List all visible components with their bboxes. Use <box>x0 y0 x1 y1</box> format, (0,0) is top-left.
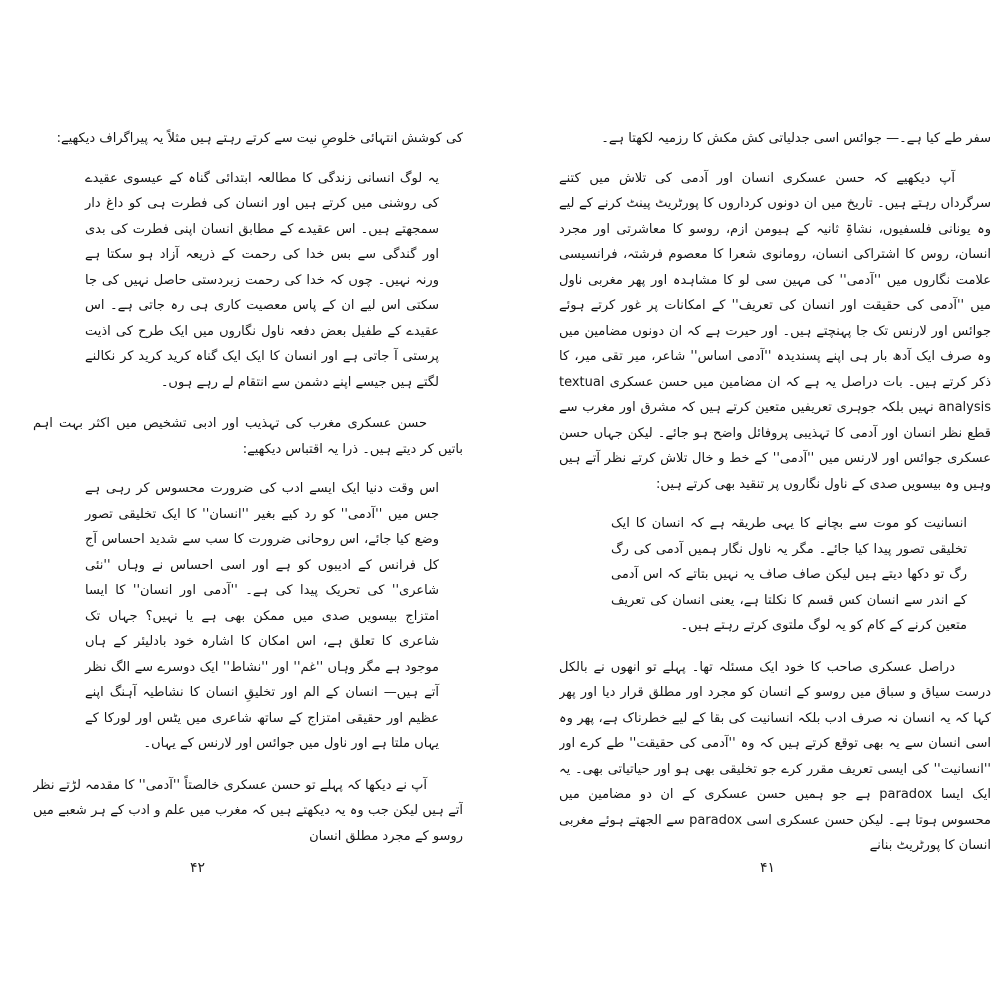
paragraph: آپ دیکھیے کہ حسن عسکری انسان اور آدمی کی تلاش میں کتنے سرگرداں رہتے ہیں۔ تاریخ میں ان دونوں کرداروں کا پورٹریٹ پینٹ کرنے کے لیے وہ یونانی فلسفیوں، نشاۃِ ثانیہ کے ہیومن ازم، روسو کا معاشرتی اور مجرد انسان، روس کا اشتراکی انسان، رومانوی شعرا کا معصوم فرشتہ، فرانسیسی علامت نگاروں میں ''آدمی'' کی مہین سی لو کا مشاہدہ اور پھر مغربی ناول میں ''آدمی کی حقیقت اور انسان کی تعریف'' کے امکانات پر غور کرتے ہوئے جوائس اور لارنس تک جا پہنچتے ہیں۔ اور حیرت ہے کہ ان دونوں مضامین میں وہ صرف ایک آدھ بار ہی اپنے پسندیدہ ''آدمی اساس'' شاعر، میر تقی میر، کا ذکر کرتے ہیں۔ بات دراصل یہ ہے کہ ان مضامین میں حسن عسکری textual analysis نہیں بلکہ جوہری تعریفیں متعین کرتے ہیں کہ مشرق اور مغرب سے قطع نظر انسان اور آدمی کا تہذیبی پروفائل واضح ہو جائے۔ لیکن جہاں حسن عسکری جوائس اور لارنس میں ''آدمی'' کے خط و خال تلاش کرتے نظر آتے ہیں وہیں وہ بیسویں صدی کے ناول نگاروں پر تنقید بھی کرتے ہیں: <box>559 170 991 492</box>
paragraph: حسن عسکری مغرب کی تہذیب اور ادبی تشخیص میں اکثر بہت اہم باتیں کر دیتے ہیں۔ ذرا یہ اقتباس دیکھیے: <box>33 416 463 457</box>
paragraph-continuation: سفر طے کیا ہے۔— جوائس اسی جدلیاتی کش مکش کا رزمیہ لکھتا ہے۔ <box>601 131 991 146</box>
paragraph-continuation: کی کوشش انتہائی خلوصِ نیت سے کرتے رہتے ہیں مثلاً یہ پیراگراف دیکھیے: <box>56 131 463 146</box>
quote-block: یہ لوگ انسانی زندگی کا مطالعہ ابتدائی گناہ کے عیسوی عقیدے کی روشنی میں کرتے ہیں اور انسان کی فطرت ہی کو داغ دار سمجھتے ہیں۔ اس عقیدے کے مطابق انسان اپنی فطرت کی بدی اور گندگی سے بس خدا کی رحمت کے ذریعہ آزاد ہو سکتا ہے ورنہ نہیں۔ چوں کہ خدا کی رحمت زبردستی حاصل نہیں کی جا سکتی اس لیے ان کے پاس معصیت کاری ہی رہ جاتی ہے۔ اس عقیدے کے طفیل بعض دفعہ ناول نگاروں میں ایک طرح کی اذیت پرستی آ جاتی ہے اور انسان کا ایک ایک گناہ کرید کرید کر نکالنے لگتے ہیں جیسے اپنے دشمن سے انتقام لے رہے ہوں۔ <box>85 170 439 390</box>
page-number-right: ۴۱ <box>760 860 776 876</box>
paragraph: دراصل عسکری صاحب کا خود ایک مسئلہ تھا۔ پہلے تو انھوں نے بالکل درست سیاق و سباق میں روسو کے انسان کو مجرد اور مطلق قرار دیا اور پھر کہا کہ یہ انسان نہ صرف ادب بلکہ انسانیت کی بقا کے لیے خطرناک ہے، پھر وہ اسی انسان سے یہ بھی توقع کرتے ہیں کہ وہ ''آدمی کی حقیقت'' طے کرے اور ''انسانیت'' کی ایسی تعریف مقرر کرے جو تخلیقی بھی ہو اور حیاتیاتی بھی۔ یہ ایک ایسا paradox ہے جو ہمیں حسن عسکری کے ان دو مضامین میں محسوس ہوتا ہے۔ لیکن حسن عسکری اسی paradox سے الجھتے ہوئے مغربی انسان کا پورٹریٹ بنانے <box>559 659 991 853</box>
page-left <box>33 126 463 866</box>
page-right <box>559 126 991 866</box>
quote-block: اس وقت دنیا ایک ایسے ادب کی ضرورت محسوس کر رہی ہے جس میں ''آدمی'' کو رد کیے بغیر ''انسان'' کا ایک تخلیقی تصور وضع کیا جائے، اس روحانی ضرورت کا سب سے شدید احساس آج کل فرانس کے ادیبوں کو ہے اور اسی احساس نے وہاں ''نئی شاعری'' کی تحریک پیدا کی ہے۔ ''آدمی اور انسان'' کا ایسا امتزاج بیسویں صدی میں ممکن بھی ہے یا نہیں؟ جہاں تک شاعری کا تعلق ہے، اس امکان کا اشارہ خود بادلیئر کے ہاں موجود ہے مگر وہاں ''غم'' اور ''نشاط'' ایک دوسرے سے الگ نظر آتے ہیں— انسان کے الم اور تخلیقِ انسان کا نشاطیہ آہنگ اپنے عظیم اور حقیقی امتزاج کے ساتھ شاعری میں یٹس اور لورکا کے یہاں ملتا ہے اور ناول میں جوائس اور لارنس کے یہاں۔ <box>85 481 439 751</box>
paragraph: آپ نے دیکھا کہ پہلے تو حسن عسکری خالصتاً ''آدمی'' کا مقدمہ لڑتے نظر آتے ہیں لیکن جب وہ یہ دیکھتے ہیں کہ مغرب میں علم و ادب کے ہر شعبے میں روسو کے مجرد مطلق انسان <box>33 777 463 844</box>
quote-block: انسانیت کو موت سے بچانے کا یہی طریقہ ہے کہ انسان کا ایک تخلیقی تصور پیدا کیا جائے۔ مگر یہ ناول نگار ہمیں آدمی کی رگ رگ تو دکھا دیتے ہیں لیکن صاف صاف یہ نہیں بتاتے کہ اس آدمی کے اندر سے انسان کس قسم کا نکلتا ہے، یعنی انسان کی تعریف متعین کرنے کے کام کو یہ لوگ ملتوی کرتے رہتے ہیں۔ <box>611 516 967 633</box>
page-number-left: ۴۲ <box>190 860 206 876</box>
